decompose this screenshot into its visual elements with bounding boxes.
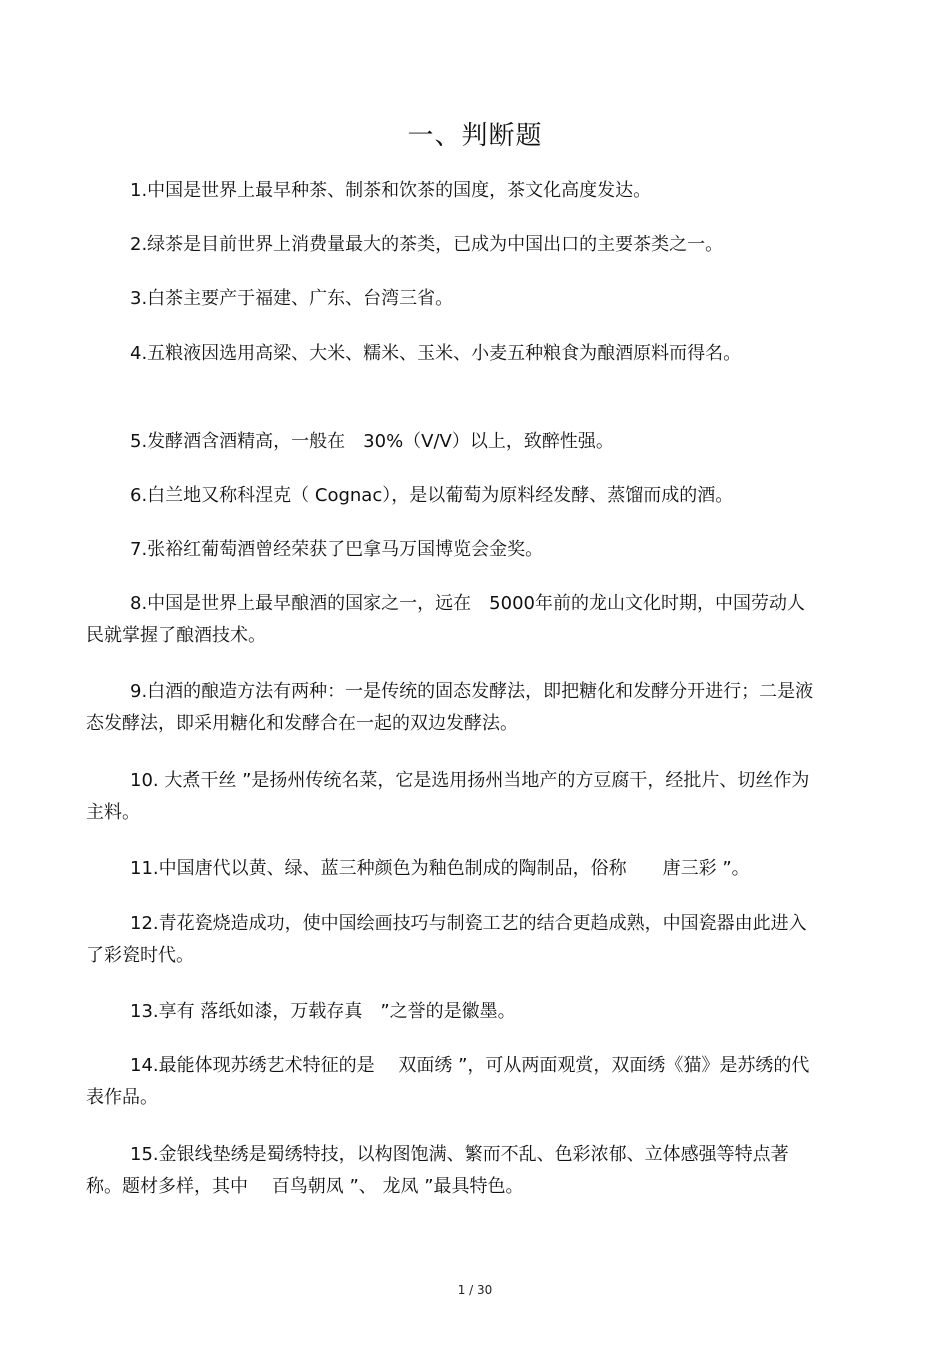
question-7: 7.张裕红葡萄酒曾经荣获了巴拿马万国博览会金奖。 xyxy=(130,539,544,560)
question-9: 9.白酒的酿造方法有两种：一是传统的固态发酵法，即把糖化和发酵分开进行；二是液态发酵法，即采用糖化和发酵合在一起的双边发酵法。 xyxy=(86,681,814,734)
page-number: 1 / 30 xyxy=(457,1283,493,1297)
question-2: 2.绿茶是目前世界上消费量最大的茶类，已成为中国出口的主要茶类之一。 xyxy=(130,234,724,255)
question-4: 4.五粮液因选用高梁、大米、糯米、玉米、小麦五种粮食为酿酒原料而得名。 xyxy=(130,343,742,364)
question-15: 15.金银线垫绣是蜀绣特技，以构图饱满、繁而不乱、色彩浓郁、立体感强等特点著称。题材多样，其中 百鸟朝凤 ”、 龙凤 ”最具特色。 xyxy=(86,1144,789,1197)
section-title: 一、判断题 xyxy=(407,121,543,151)
question-10: 10. 大煮干丝 ”是扬州传统名菜，它是选用扬州当地产的方豆腐干，经批片、切丝作为主料。 xyxy=(86,770,810,823)
question-12: 12.青花瓷烧造成功，使中国绘画技巧与制瓷工艺的结合更趋成熟，中国瓷器由此进入了彩瓷时代。 xyxy=(86,913,807,966)
question-8: 8.中国是世界上最早酿酒的国家之一，远在 5000年前的龙山文化时期，中国劳动人民就掌握了酿酒技术。 xyxy=(86,593,805,646)
question-3: 3.白茶主要产于福建、广东、台湾三省。 xyxy=(130,288,454,309)
question-14: 14.最能体现苏绣艺术特征的是 双面绣 ”，可从两面观赏，双面绣《猫》是苏绣的代表作品。 xyxy=(86,1055,810,1108)
question-1: 1.中国是世界上最早种茶、制茶和饮茶的国度，茶文化高度发达。 xyxy=(130,180,652,201)
question-6: 6.白兰地又称科涅克（ Cognac），是以葡萄为原料经发酵、蒸馏而成的酒。 xyxy=(130,485,734,506)
question-11: 11.中国唐代以黄、绿、蓝三种颜色为釉色制成的陶制品，俗称 唐三彩 ”。 xyxy=(130,858,750,879)
question-13: 13.享有 落纸如漆，万载存真 ”之誉的是徽墨。 xyxy=(130,1001,516,1022)
question-5: 5.发酵酒含酒精高，一般在 30%（V/V）以上，致醉性强。 xyxy=(130,431,614,452)
